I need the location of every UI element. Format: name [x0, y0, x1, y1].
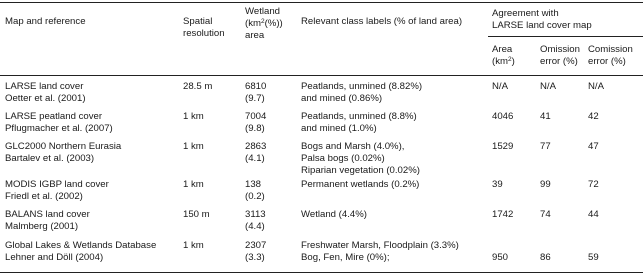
table-row-classes: Permanent wetlands (0.2%) — [301, 179, 420, 190]
header-bottom-rule — [0, 75, 643, 76]
table-row-wetland: 2863 (4.1) — [245, 141, 267, 164]
table-row-classes: Freshwater Marsh, Floodplain (3.3%) Bog, Fen, Mire (0%); — [301, 240, 459, 263]
table-bottom-rule — [0, 272, 643, 273]
table-row-commission: N/A — [588, 81, 604, 92]
table-row-area: 950 — [492, 252, 509, 263]
table-row-classes: Wetland (4.4%) — [301, 209, 367, 220]
table-row-omission: 77 — [540, 141, 551, 152]
table-row-area: N/A — [492, 81, 508, 92]
header-agreement: Agreement with LARSE land cover map — [492, 8, 592, 31]
table-row-omission: N/A — [540, 81, 556, 92]
table-row-map: MODIS IGBP land cover Friedl et al. (2002) — [5, 179, 109, 202]
table-row-commission: 59 — [588, 252, 599, 263]
table-row-commission: 44 — [588, 209, 599, 220]
table-row-wetland: 138 (0.2) — [245, 179, 265, 202]
table-row-classes: Peatlands, unmined (8.82%) and mined (0.86%) — [301, 81, 423, 104]
table-row-wetland: 7004 (9.8) — [245, 111, 267, 134]
table-row-resolution: 1 km — [183, 240, 204, 251]
table-row-resolution: 150 m — [183, 209, 210, 220]
table-row-omission: 41 — [540, 111, 551, 122]
table-row-resolution: 1 km — [183, 179, 204, 190]
table-row-resolution: 1 km — [183, 111, 204, 122]
table-row-area: 1742 — [492, 209, 514, 220]
table-row-classes: Peatlands, unmined (8.8%) and mined (1.0%) — [301, 111, 417, 134]
table-row-wetland: 2307 (3.3) — [245, 240, 267, 263]
table-row-commission: 72 — [588, 179, 599, 190]
table-row-map: GLC2000 Northern Eurasia Bartalev et al. (2003) — [5, 141, 122, 164]
table-top-rule — [0, 2, 643, 3]
table-row-omission: 99 — [540, 179, 551, 190]
table-row-area: 4046 — [492, 111, 514, 122]
table-row-commission: 42 — [588, 111, 599, 122]
agreement-subheader-rule — [488, 36, 643, 37]
table-row-area: 1529 — [492, 141, 514, 152]
header-map-reference: Map and reference — [5, 16, 86, 27]
table-row-map: BALANS land cover Malmberg (2001) — [5, 209, 90, 232]
table-row-classes: Bogs and Marsh (4.0%), Palsa bogs (0.02%) Riparian vegetation (0.02%) — [301, 141, 420, 176]
table-row-map: LARSE peatland cover Pflugmacher et al. (2007) — [5, 111, 113, 134]
header-spatial-resolution: Spatial resolution — [183, 16, 225, 39]
header-commission: Comission error (%) — [588, 44, 633, 67]
table-row-omission: 74 — [540, 209, 551, 220]
table-row-resolution: 1 km — [183, 141, 204, 152]
header-area: Area $(km^2)$ — [492, 44, 515, 67]
header-wetland-area: Wetland $(km^2(\%))$ area — [245, 6, 283, 41]
header-class-labels: Relevant class labels (% of land area) — [301, 16, 463, 27]
table-row-omission: 86 — [540, 252, 551, 263]
table-row-wetland: 3113 (4.4) — [245, 209, 266, 232]
table-row-map: LARSE land cover Oetter et al. (2001) — [5, 81, 86, 104]
table-row-map: Global Lakes & Wetlands Database Lehner and Döll (2004) — [5, 240, 157, 263]
table-row-area: 39 — [492, 179, 503, 190]
header-omission: Omission error (%) — [540, 44, 580, 67]
table-row-commission: 47 — [588, 141, 599, 152]
table-row-wetland: 6810 (9.7) — [245, 81, 267, 104]
table-row-resolution: 28.5 m — [183, 81, 213, 92]
